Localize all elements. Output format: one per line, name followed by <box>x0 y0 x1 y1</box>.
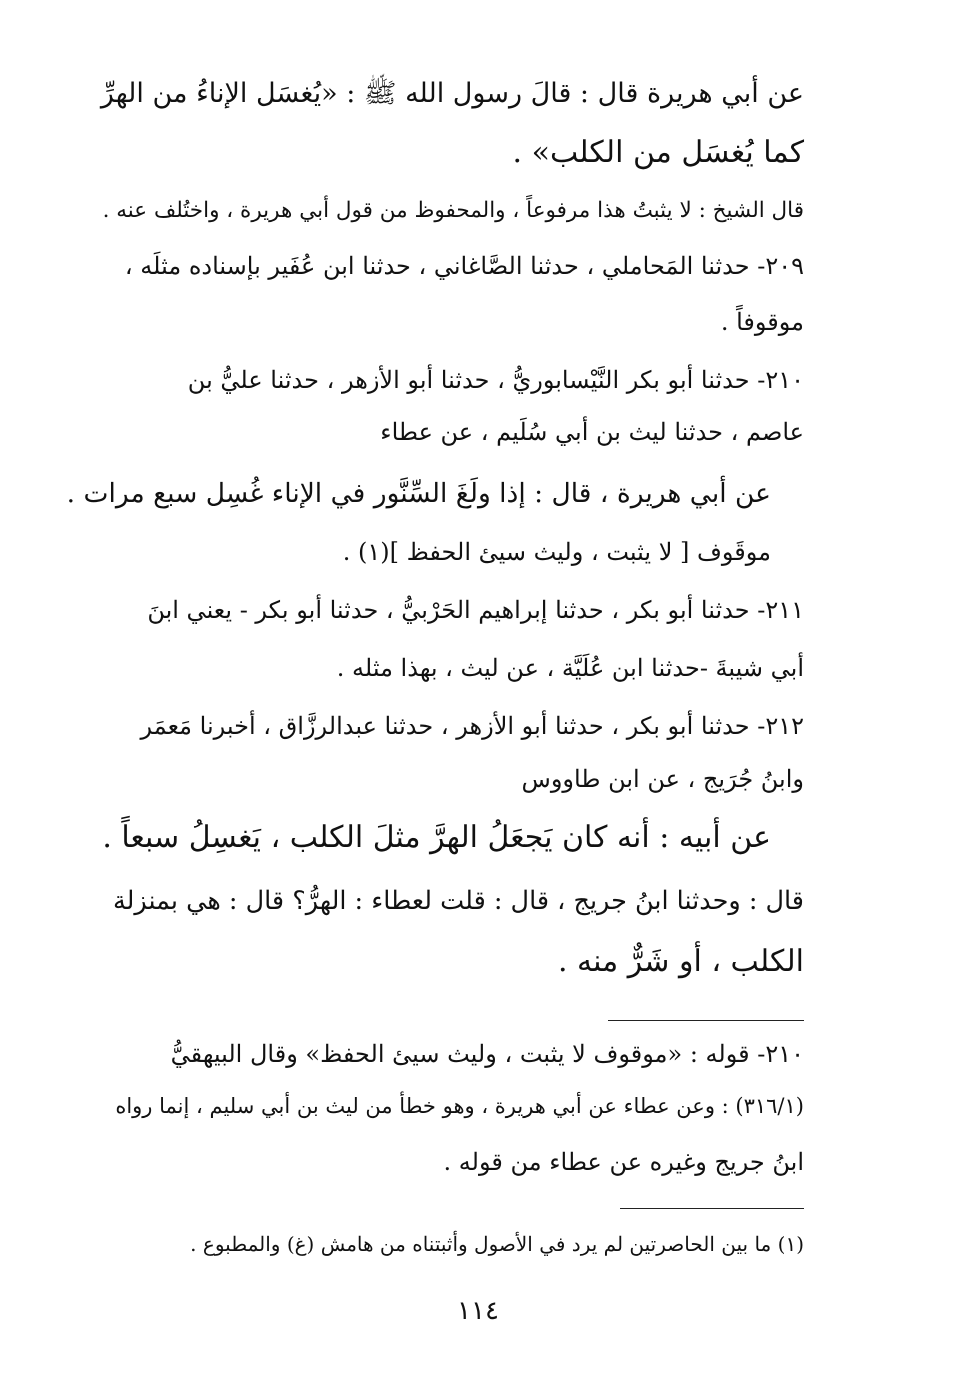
footnote-divider <box>620 1208 804 1209</box>
hadith-210-line-1: ٢١٠- حدثنا أبو بكر النَّيْسابوريُّ ، حدثنا أبو الأزهر ، حدثنا عليُّ بن <box>187 366 804 394</box>
hadith-211-line-1: ٢١١- حدثنا أبو بكر ، حدثنا إبراهيم الحَرْبيُّ ، حدثنا أبو بكر - يعني ابنَ <box>147 596 804 624</box>
footnote-1: (١) ما بين الحاصرتين لم يرد في الأصول وأثبتناه من هامش (غ) والمطبوع . <box>190 1232 804 1256</box>
hadith-209-line-2: موقوفاً . <box>720 308 804 336</box>
hadith-210-matn: عن أبي هريرة ، قال : إذا ولَغَ السِّنَّور في الإناء غُسِل سبع مرات . <box>66 478 771 509</box>
hadith-210-line-2: عاصم ، حدثنا ليث بن أبي سُلَيم ، عن عطاء <box>380 418 804 446</box>
hadith-210-ruling: موقَوف [ لا يثبت ، وليث سيئ الحفظ ](١) . <box>342 538 771 566</box>
hadith-211-line-2: أبي شيبةَ -حدثنا ابن عُلَيَّة ، عن ليث ، بهذا مثله . <box>336 654 804 682</box>
hadith-212-line-2: وابنُ جُرَيج ، عن ابن طاووس <box>521 765 804 793</box>
hadith-209-line-1: ٢٠٩- حدثنا المَحاملي ، حدثنا الصَّاغاني ، حدثنا ابن عُفَير بإسناده مثلَه ، <box>124 252 804 280</box>
commentary-line-1: ٢١٠- قوله : «موقوف لا يثبت ، وليث سيئ الحفظ» وقال البيهقيُّ <box>170 1040 804 1068</box>
page-number: ١١٤ <box>457 1296 499 1326</box>
hadith-text-line-1: عن أبي هريرة قال : قالَ رسول الله ﷺ : «يُغسَل الإناءُ من الهرِّ <box>100 78 804 109</box>
commentary-line-2: (٣١٦/١) : وعن عطاء عن أبي هريرة ، وهو خطأ من ليث بن أبي سليم ، إنما رواه <box>115 1094 804 1118</box>
sheikh-comment-line: قال الشيخ : لا يثبتُ هذا مرفوعاً ، والمحفوظ من قول أبي هريرة ، واختُلف عنه . <box>102 198 804 223</box>
ibn-jurayj-line-1: قال : وحدثنا ابنُ جريج ، قال : قلت لعطاء : الهرُّ؟ قال : هي بمنزلة <box>112 886 804 916</box>
hadith-212-matn: عن أبيه : أنه كان يَجعَلُ الهرَّ مثلَ الكلب ، يَغسِلُ سبعاً . <box>102 820 771 855</box>
commentary-line-3: ابنُ جريج وغيره عن عطاء من قوله . <box>443 1148 804 1176</box>
hadith-text-line-2: كما يُغسَل من الكلب» . <box>512 135 804 170</box>
ibn-jurayj-line-2: الكلب ، أو شَرٌّ منه . <box>557 944 804 979</box>
commentary-divider <box>608 1020 804 1021</box>
hadith-212-line-1: ٢١٢- حدثنا أبو بكر ، حدثنا أبو الأزهر ، حدثنا عبدالرزَّاق ، أخبرنا مَعمَر <box>140 712 804 740</box>
